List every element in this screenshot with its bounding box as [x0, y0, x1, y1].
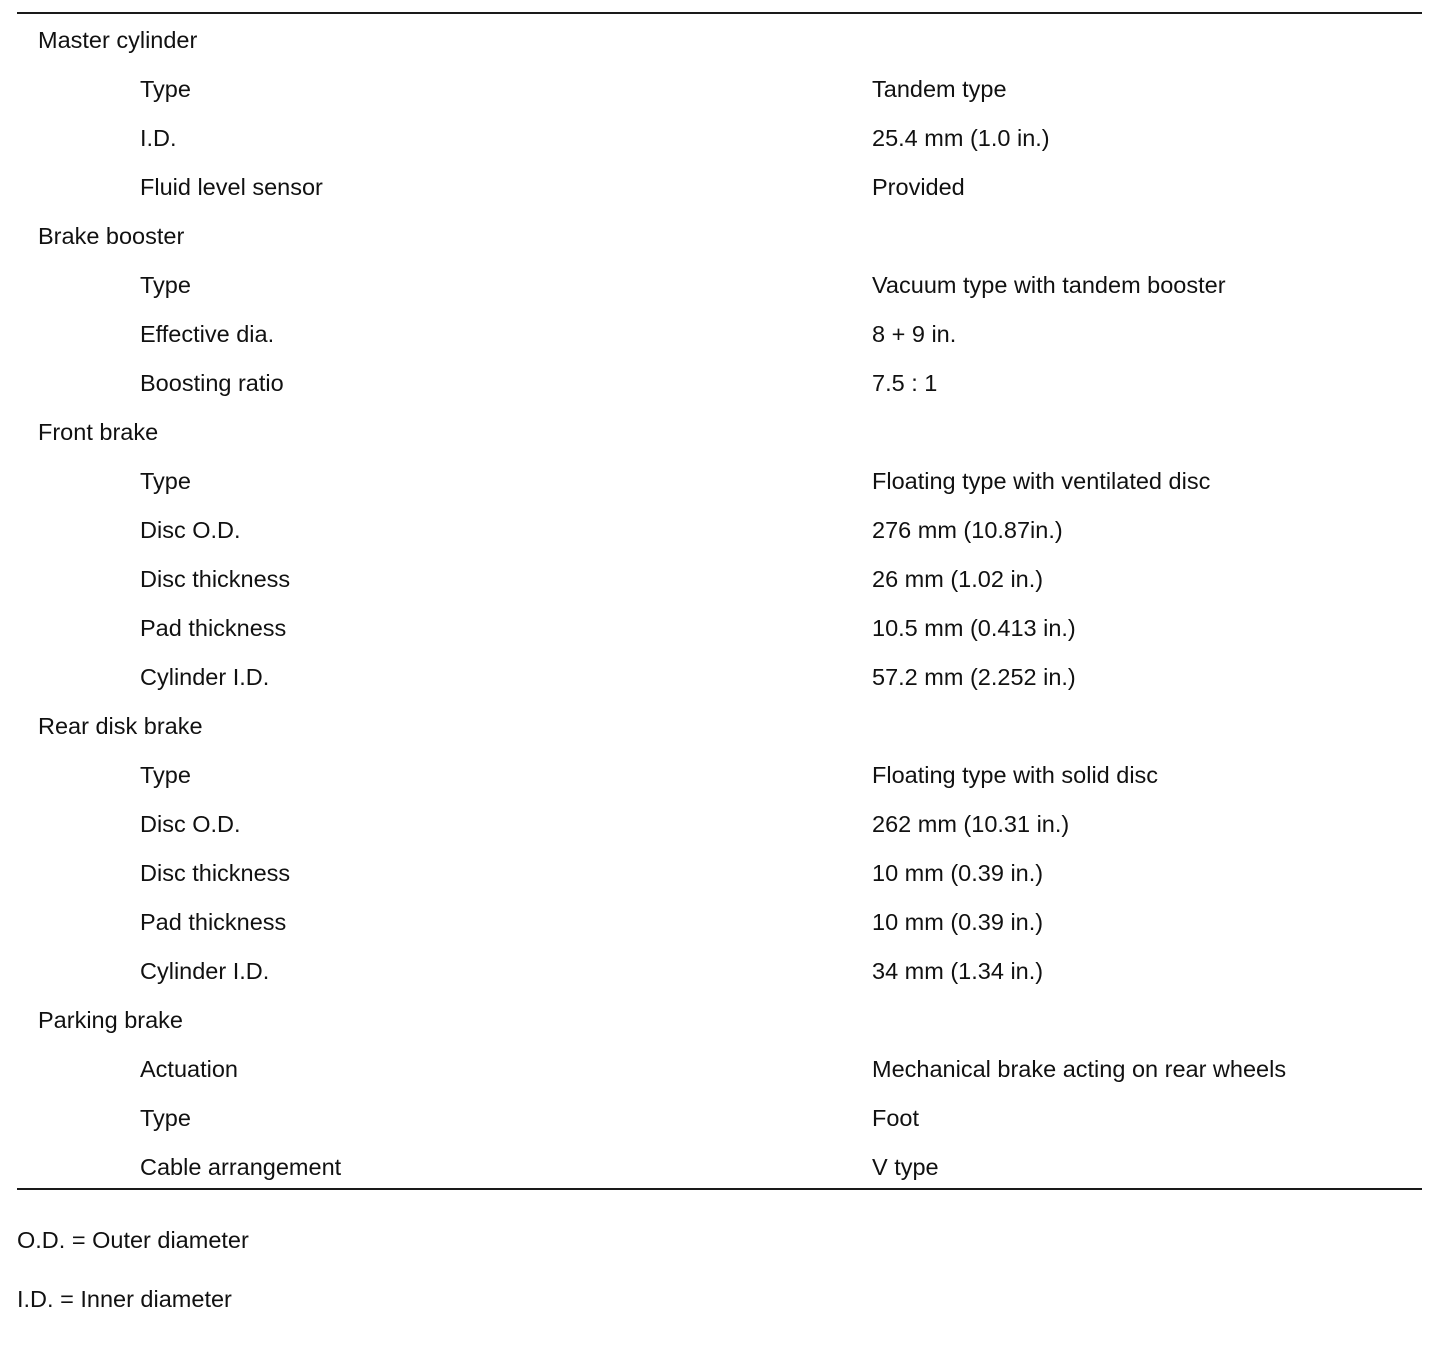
spec-label: Pad thickness: [140, 615, 287, 641]
table-row: [0, 1094, 1456, 1143]
section-row-brake-booster: [0, 212, 1456, 261]
spec-value: 34 mm (1.34 in.): [872, 958, 1044, 984]
table-row: [0, 849, 1456, 898]
table-row: [0, 947, 1456, 996]
section-title: Brake booster: [38, 223, 185, 249]
spec-label: Cylinder I.D.: [140, 664, 270, 690]
spec-value: 276 mm (10.87in.): [872, 517, 1063, 543]
spec-label: Effective dia.: [140, 321, 275, 347]
table-row: [0, 457, 1456, 506]
table-row: [0, 751, 1456, 800]
spec-value: 10 mm (0.39 in.): [872, 860, 1044, 886]
table-row: [0, 359, 1456, 408]
spec-label: Cylinder I.D.: [140, 958, 270, 984]
spec-label: Boosting ratio: [140, 370, 284, 396]
spec-label: Disc thickness: [140, 860, 291, 886]
spec-label: Type: [140, 1105, 191, 1131]
table-row: [0, 604, 1456, 653]
table-row: [0, 261, 1456, 310]
spec-value: 57.2 mm (2.252 in.): [872, 664, 1076, 690]
spec-label: Type: [140, 468, 191, 494]
spec-label: Type: [140, 762, 191, 788]
footnote-outer-diameter: O.D. = Outer diameter: [17, 1227, 249, 1253]
bottom-rule: [17, 1188, 1422, 1190]
table-row: [0, 1143, 1456, 1192]
spec-label: I.D.: [140, 125, 177, 151]
spec-value: 7.5 : 1: [872, 370, 938, 396]
table-row: [0, 555, 1456, 604]
spec-value: Mechanical brake acting on rear wheels: [872, 1056, 1287, 1082]
table-row: [0, 898, 1456, 947]
spec-value: 25.4 mm (1.0 in.): [872, 125, 1050, 151]
table-row: [0, 163, 1456, 212]
section-title: Front brake: [38, 419, 159, 445]
section-row-parking-brake: [0, 996, 1456, 1045]
spec-value: 10 mm (0.39 in.): [872, 909, 1044, 935]
top-rule: [17, 12, 1422, 14]
section-title: Parking brake: [38, 1007, 183, 1033]
spec-value: 8 + 9 in.: [872, 321, 957, 347]
spec-label: Pad thickness: [140, 909, 287, 935]
spec-value: V type: [872, 1154, 939, 1180]
spec-value: Floating type with solid disc: [872, 762, 1159, 788]
spec-value: Provided: [872, 174, 965, 200]
spec-label: Fluid level sensor: [140, 174, 323, 200]
section-row-rear-disk-brake: [0, 702, 1456, 751]
section-row-front-brake: [0, 408, 1456, 457]
spec-label: Actuation: [140, 1056, 238, 1082]
spec-value: Vacuum type with tandem booster: [872, 272, 1226, 298]
spec-label: Disc O.D.: [140, 811, 241, 837]
spec-value: Tandem type: [872, 76, 1007, 102]
spec-value: 26 mm (1.02 in.): [872, 566, 1044, 592]
spec-value: Floating type with ventilated disc: [872, 468, 1211, 494]
spec-label: Type: [140, 76, 191, 102]
table-row: [0, 800, 1456, 849]
spec-value: 10.5 mm (0.413 in.): [872, 615, 1076, 641]
table-row: [0, 310, 1456, 359]
section-title: Master cylinder: [38, 27, 198, 53]
table-row: [0, 114, 1456, 163]
spec-value: Foot: [872, 1105, 920, 1131]
brake-spec-table: [0, 16, 1456, 1192]
table-row: [0, 506, 1456, 555]
footnote-inner-diameter: I.D. = Inner diameter: [17, 1286, 232, 1312]
table-row: [0, 65, 1456, 114]
spec-label: Disc thickness: [140, 566, 291, 592]
spec-label: Disc O.D.: [140, 517, 241, 543]
section-row-master-cylinder: [0, 16, 1456, 65]
spec-label: Cable arrangement: [140, 1154, 342, 1180]
table-row: [0, 653, 1456, 702]
spec-value: 262 mm (10.31 in.): [872, 811, 1070, 837]
table-row: [0, 1045, 1456, 1094]
spec-label: Type: [140, 272, 191, 298]
section-title: Rear disk brake: [38, 713, 203, 739]
